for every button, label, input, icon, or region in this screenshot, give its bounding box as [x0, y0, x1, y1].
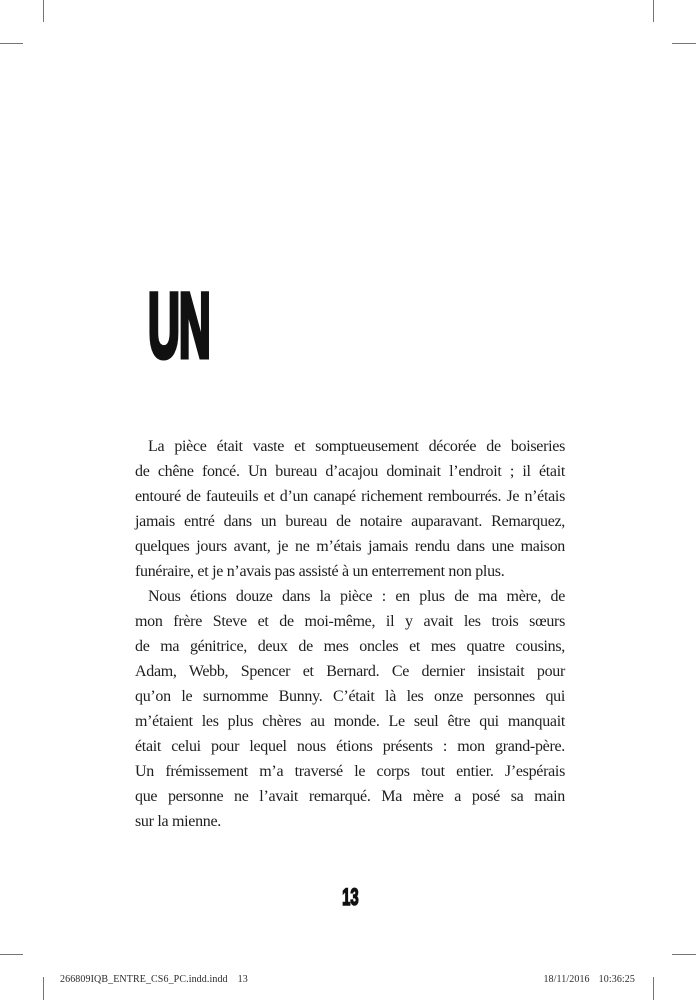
- crop-mark-top-right-vertical: [653, 0, 654, 22]
- crop-mark-top-left-horizontal: [0, 43, 23, 44]
- crop-mark-bottom-left-vertical: [43, 977, 44, 1000]
- body-line: funéraire, et je n’avais pas assisté à un enterrement non plus.: [135, 563, 505, 580]
- slug-datetime: [543, 974, 635, 986]
- body-line: La pièce était vaste et somptueusement décorée de boiseries: [148, 438, 565, 455]
- slug-time: 10:36:25: [598, 974, 635, 985]
- body-line: de chêne foncé. Un bureau d’acajou dominait l’endroit ; il était: [135, 463, 565, 480]
- body-line: sur la mienne.: [135, 813, 221, 830]
- body-line: Adam, Webb, Spencer et Bernard. Ce dernier insistait pour: [135, 663, 565, 680]
- body-paragraph: [135, 584, 565, 834]
- crop-mark-top-right-horizontal: [672, 43, 696, 44]
- body-line: qu’on le surnomme Bunny. C’était là les onze personnes qui: [135, 688, 565, 705]
- body-line: de ma génitrice, deux de mes oncles et mes quatre cousins,: [135, 638, 565, 655]
- body-line: que personne ne l’avait remarqué. Ma mère a posé sa main: [135, 788, 565, 805]
- body-line: Un frémissement m’a traversé le corps tout entier. J’espérais: [135, 763, 565, 780]
- body-line: quelques jours avant, je ne m’étais jamais rendu dans une maison: [135, 538, 565, 555]
- slug-page-number: 13: [237, 974, 248, 985]
- crop-mark-top-left-vertical: [43, 0, 44, 22]
- body-line: m’étaient les plus chères au monde. Le seul être qui manquait: [135, 713, 565, 730]
- slug-file-info: [60, 974, 248, 986]
- body-line: mon frère Steve et de moi-même, il y avait les trois sœurs: [135, 613, 565, 630]
- body-paragraph: [135, 434, 565, 584]
- body-text: [135, 434, 565, 834]
- crop-mark-bottom-right-vertical: [653, 977, 654, 1000]
- slug-date: 18/11/2016: [543, 974, 590, 985]
- page-number: 13: [341, 884, 359, 911]
- chapter-heading: UN: [148, 275, 210, 377]
- crop-mark-bottom-right-horizontal: [672, 954, 696, 955]
- body-line: était celui pour lequel nous étions présents : mon grand-père.: [135, 738, 565, 755]
- slug-filename: 266809IQB_ENTRE_CS6_PC.indd.indd: [60, 974, 228, 985]
- body-line: Nous étions douze dans la pièce : en plus de ma mère, de: [148, 588, 565, 605]
- folio-container: [135, 886, 565, 910]
- body-line: entouré de fauteuils et d’un canapé richement rembourrés. Je n’étais: [135, 488, 565, 505]
- body-line: jamais entré dans un bureau de notaire auparavant. Remarquez,: [135, 513, 565, 530]
- crop-mark-bottom-left-horizontal: [0, 954, 23, 955]
